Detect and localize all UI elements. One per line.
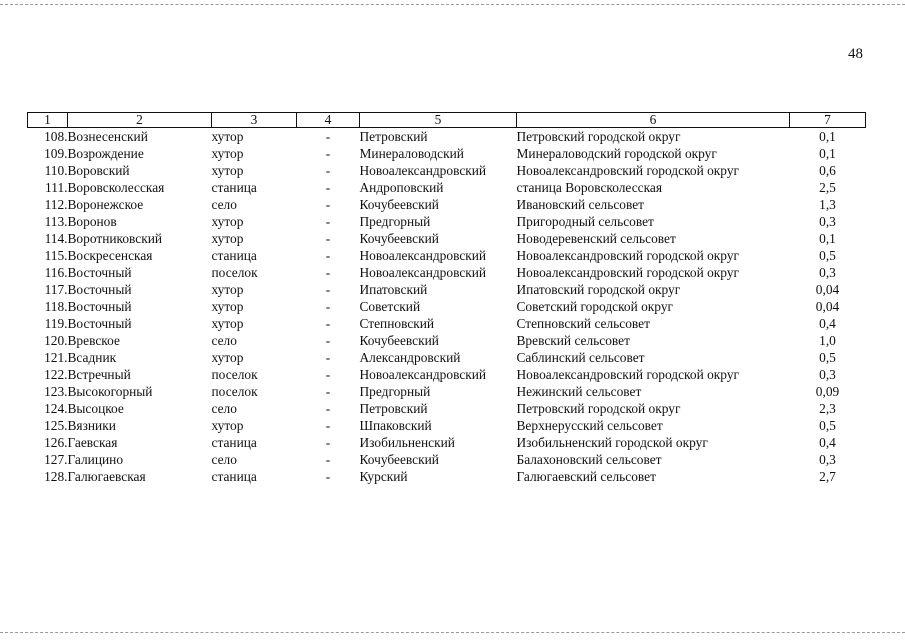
district-name: Ипатовский xyxy=(359,282,428,297)
settlement-type: станица xyxy=(211,180,257,195)
table-row xyxy=(28,366,866,383)
district-name: Андроповский xyxy=(359,180,444,195)
table-row xyxy=(28,349,866,366)
municipality-name: Степновский сельсовет xyxy=(516,316,650,331)
table-row xyxy=(28,468,866,485)
row-number: 128. xyxy=(44,469,68,484)
scan-edge-bottom xyxy=(0,632,905,637)
settlement-type: село xyxy=(211,333,237,348)
row-number: 116. xyxy=(44,265,68,280)
settlement-name: Восточный xyxy=(67,282,132,297)
column-7-value: 2,7 xyxy=(819,469,836,484)
column-number: 6 xyxy=(517,113,790,128)
district-name: Петровский xyxy=(359,401,428,416)
table-row xyxy=(28,196,866,213)
column-7-value: 0,4 xyxy=(819,435,836,450)
column-4-value: - xyxy=(325,180,331,195)
municipality-name: Петровский городской округ xyxy=(516,401,681,416)
settlement-type: станица xyxy=(211,469,257,484)
row-number: 108. xyxy=(44,129,68,144)
column-7-value: 0,3 xyxy=(819,265,836,280)
row-number: 117. xyxy=(44,282,68,297)
district-name: Новоалександровский xyxy=(359,265,487,280)
settlement-type: хутор xyxy=(211,282,244,297)
settlement-name: Галюгаевская xyxy=(67,469,146,484)
column-4-value: - xyxy=(325,299,331,314)
settlement-type: хутор xyxy=(211,214,244,229)
table-row xyxy=(28,128,866,146)
column-number: 3 xyxy=(212,113,297,128)
column-7-value: 0,3 xyxy=(819,452,836,467)
table-row xyxy=(28,400,866,417)
settlement-name: Всадник xyxy=(67,350,117,365)
settlement-type: село xyxy=(211,452,237,467)
district-name: Минераловодский xyxy=(359,146,464,161)
table-row xyxy=(28,264,866,281)
municipality-name: Вревский сельсовет xyxy=(516,333,630,348)
column-7-value: 0,1 xyxy=(819,129,836,144)
row-number: 122. xyxy=(44,367,68,382)
municipality-name: Минераловодский городской округ xyxy=(516,146,717,161)
column-4-value: - xyxy=(325,231,331,246)
settlement-name: Галицино xyxy=(67,452,124,467)
row-number: 121. xyxy=(44,350,68,365)
table-body xyxy=(28,128,866,486)
table-row xyxy=(28,383,866,400)
settlement-type: станица xyxy=(211,435,257,450)
municipality-name: Нежинский сельсовет xyxy=(516,384,642,399)
district-name: Курский xyxy=(359,469,408,484)
district-name: Кочубеевский xyxy=(359,452,439,467)
column-4-value: - xyxy=(325,265,331,280)
settlement-name: Воронежское xyxy=(67,197,144,212)
column-7-value: 0,5 xyxy=(819,248,836,263)
municipality-name: Галюгаевский сельсовет xyxy=(516,469,656,484)
district-name: Новоалександровский xyxy=(359,248,487,263)
row-number: 123. xyxy=(44,384,68,399)
row-number: 112. xyxy=(44,197,68,212)
settlement-type: станица xyxy=(211,248,257,263)
district-name: Советский xyxy=(359,299,421,314)
scan-edge-top xyxy=(0,4,905,9)
row-number: 109. xyxy=(44,146,68,161)
table-row xyxy=(28,179,866,196)
page-number: 48 xyxy=(848,46,863,62)
municipality-name: Новодеревенский сельсовет xyxy=(516,231,676,246)
municipality-name: Верхнерусский сельсовет xyxy=(516,418,663,433)
table-row xyxy=(28,162,866,179)
municipality-name: Ипатовский городской округ xyxy=(516,282,681,297)
district-name: Предгорный xyxy=(359,214,431,229)
settlement-type: хутор xyxy=(211,231,244,246)
column-7-value: 0,4 xyxy=(819,316,836,331)
settlement-type: хутор xyxy=(211,418,244,433)
district-name: Кочубеевский xyxy=(359,231,439,246)
district-name: Изобильненский xyxy=(359,435,455,450)
municipality-name: Новоалександровский городской округ xyxy=(516,248,740,263)
column-4-value: - xyxy=(325,282,331,297)
column-7-value: 0,1 xyxy=(819,231,836,246)
municipality-name: Пригородный сельсовет xyxy=(516,214,654,229)
column-7-value: 0,5 xyxy=(819,350,836,365)
row-number: 115. xyxy=(44,248,68,263)
settlement-type: поселок xyxy=(211,384,258,399)
row-number: 119. xyxy=(44,316,68,331)
column-4-value: - xyxy=(325,146,331,161)
settlements-table xyxy=(27,112,866,485)
row-number: 113. xyxy=(44,214,68,229)
district-name: Шпаковский xyxy=(359,418,432,433)
table-row xyxy=(28,417,866,434)
district-name: Кочубеевский xyxy=(359,197,439,212)
municipality-name: Петровский городской округ xyxy=(516,129,681,144)
settlement-type: хутор xyxy=(211,299,244,314)
table-row xyxy=(28,451,866,468)
column-7-value: 2,3 xyxy=(819,401,836,416)
settlement-type: поселок xyxy=(211,367,258,382)
settlement-type: село xyxy=(211,401,237,416)
settlement-name: Высокогорный xyxy=(67,384,153,399)
column-7-value: 0,5 xyxy=(819,418,836,433)
column-7-value: 0,3 xyxy=(819,367,836,382)
district-name: Новоалександровский xyxy=(359,163,487,178)
settlement-type: хутор xyxy=(211,163,244,178)
settlement-name: Воротниковский xyxy=(67,231,163,246)
column-7-value: 2,5 xyxy=(819,180,836,195)
settlement-name: Восточный xyxy=(67,265,132,280)
column-4-value: - xyxy=(325,418,331,433)
settlement-name: Восточный xyxy=(67,299,132,314)
table-row xyxy=(28,230,866,247)
settlement-name: Вревское xyxy=(67,333,120,348)
column-4-value: - xyxy=(325,469,331,484)
settlement-type: хутор xyxy=(211,146,244,161)
settlement-name: Воровский xyxy=(67,163,130,178)
settlement-name: Вязники xyxy=(67,418,116,433)
settlement-name: Вознесенский xyxy=(67,129,148,144)
municipality-name: Новоалександровский городской округ xyxy=(516,367,740,382)
settlement-type: хутор xyxy=(211,350,244,365)
table-row xyxy=(28,213,866,230)
municipality-name: Ивановский сельсовет xyxy=(516,197,645,212)
column-7-value: 0,1 xyxy=(819,146,836,161)
table-row xyxy=(28,247,866,264)
table-row xyxy=(28,298,866,315)
row-number: 110. xyxy=(44,163,68,178)
settlement-type: село xyxy=(211,197,237,212)
row-number: 125. xyxy=(44,418,68,433)
settlement-name: Воскресенская xyxy=(67,248,153,263)
table-row xyxy=(28,315,866,332)
row-number: 111. xyxy=(45,180,68,195)
municipality-name: Саблинский сельсовет xyxy=(516,350,645,365)
column-7-value: 0,3 xyxy=(819,214,836,229)
municipality-name: Советский городской округ xyxy=(516,299,674,314)
settlement-type: поселок xyxy=(211,265,258,280)
column-4-value: - xyxy=(325,316,331,331)
row-number: 126. xyxy=(44,435,68,450)
column-4-value: - xyxy=(325,452,331,467)
settlement-name: Воровсколесская xyxy=(67,180,165,195)
row-number: 124. xyxy=(44,401,68,416)
column-number: 5 xyxy=(360,113,517,128)
column-4-value: - xyxy=(325,435,331,450)
row-number: 127. xyxy=(44,452,68,467)
municipality-name: Изобильненский городской округ xyxy=(516,435,708,450)
settlement-name: Встречный xyxy=(67,367,131,382)
row-number: 120. xyxy=(44,333,68,348)
table-row xyxy=(28,281,866,298)
column-4-value: - xyxy=(325,333,331,348)
column-number: 4 xyxy=(297,113,360,128)
column-number: 1 xyxy=(28,113,68,128)
column-4-value: - xyxy=(325,384,331,399)
municipality-name: Балахоновский сельсовет xyxy=(516,452,662,467)
column-4-value: - xyxy=(325,350,331,365)
settlement-name: Возрождение xyxy=(67,146,144,161)
column-7-value: 1,0 xyxy=(819,333,836,348)
settlement-name: Гаевская xyxy=(67,435,118,450)
column-number: 2 xyxy=(68,113,212,128)
row-number: 114. xyxy=(44,231,68,246)
column-7-value: 0,6 xyxy=(819,163,836,178)
column-4-value: - xyxy=(325,197,331,212)
settlement-type: хутор xyxy=(211,316,244,331)
column-7-value: 0,04 xyxy=(815,299,840,314)
settlement-name: Воронов xyxy=(67,214,117,229)
district-name: Александровский xyxy=(359,350,461,365)
column-4-value: - xyxy=(325,367,331,382)
municipality-name: станица Воровсколесская xyxy=(516,180,662,195)
district-name: Кочубеевский xyxy=(359,333,439,348)
settlement-name: Восточный xyxy=(67,316,132,331)
district-name: Петровский xyxy=(359,129,428,144)
district-name: Новоалександровский xyxy=(359,367,487,382)
column-7-value: 1,3 xyxy=(819,197,836,212)
column-4-value: - xyxy=(325,163,331,178)
district-name: Предгорный xyxy=(359,384,431,399)
table-row xyxy=(28,332,866,349)
district-name: Степновский xyxy=(359,316,435,331)
table-row xyxy=(28,434,866,451)
column-4-value: - xyxy=(325,129,331,144)
column-4-value: - xyxy=(325,214,331,229)
row-number: 118. xyxy=(44,299,68,314)
settlement-name: Высоцкое xyxy=(67,401,124,416)
municipality-name: Новоалександровский городской округ xyxy=(516,265,740,280)
column-7-value: 0,09 xyxy=(815,384,840,399)
column-7-value: 0,04 xyxy=(815,282,840,297)
table-row xyxy=(28,145,866,162)
column-4-value: - xyxy=(325,248,331,263)
column-4-value: - xyxy=(325,401,331,416)
municipality-name: Новоалександровский городской округ xyxy=(516,163,740,178)
column-number: 7 xyxy=(790,113,866,128)
column-number-row xyxy=(28,113,866,128)
settlement-type: хутор xyxy=(211,129,244,144)
